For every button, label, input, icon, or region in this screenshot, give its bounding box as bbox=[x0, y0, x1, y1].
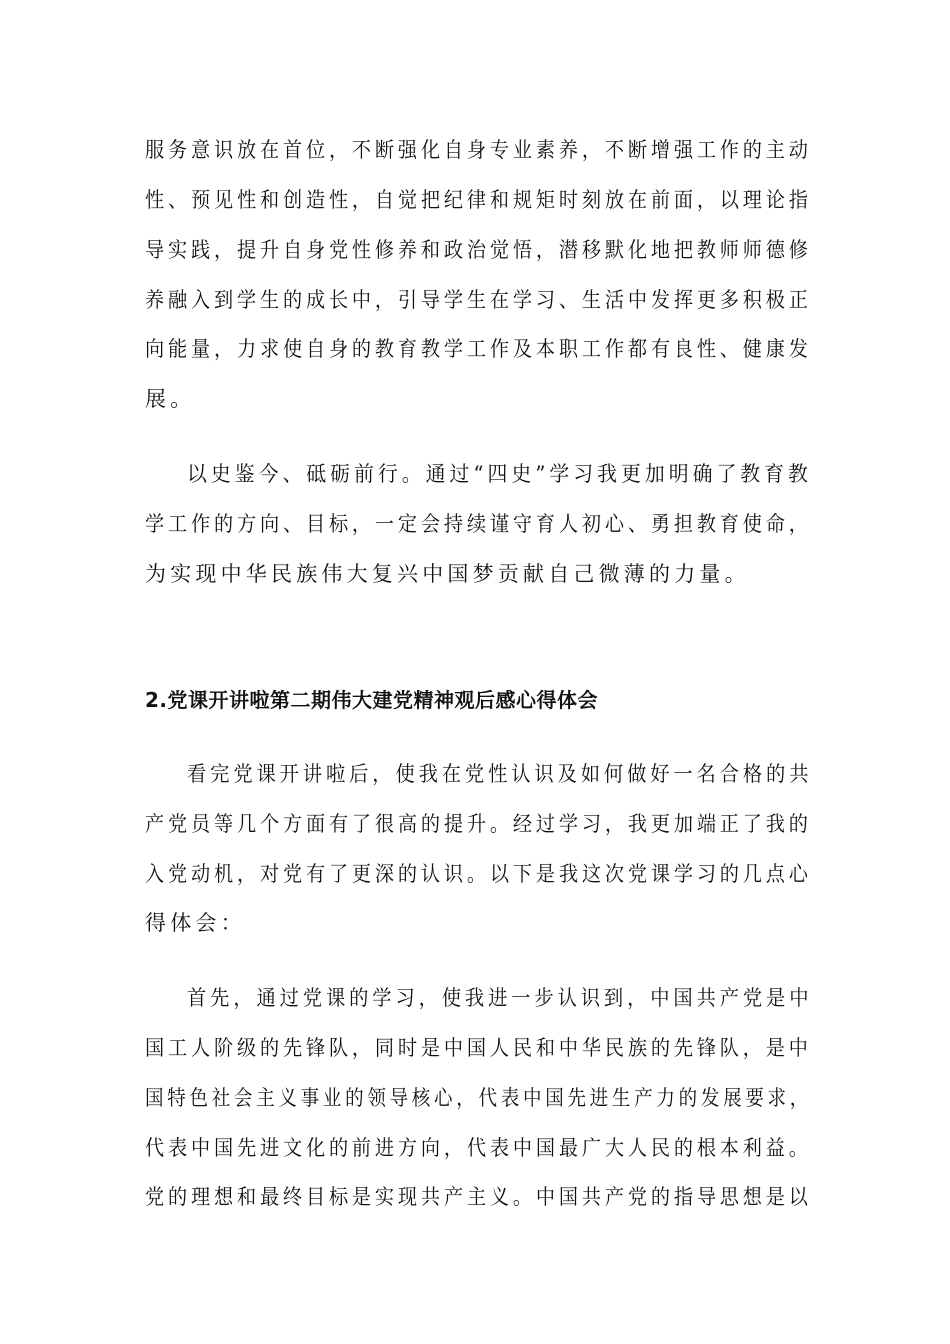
text-line: 看完党课开讲啦后，使我在党性认识及如何做好一名合格的共 bbox=[187, 762, 813, 786]
text-line: 以史鉴今、砥砺前行。通过“四史”学习我更加明确了教育教 bbox=[187, 462, 812, 486]
text-line: 首先，通过党课的学习，使我进一步认识到，中国共产党是中 bbox=[187, 986, 813, 1010]
text-line: 养融入到学生的成长中，引导学生在学习、生活中发挥更多积极正 bbox=[145, 288, 812, 312]
text-line: 国特色社会主义事业的领导核心，代表中国先进生产力的发展要求， bbox=[145, 1086, 813, 1110]
text-line: 学工作的方向、目标，一定会持续谨守育人初心、勇担教育使命， bbox=[145, 512, 812, 536]
text-line: 代表中国先进文化的前进方向，代表中国最广大人民的根本利益。 bbox=[145, 1136, 812, 1160]
section-heading: 2.党课开讲啦第二期伟大建党精神观后感心得体会 bbox=[145, 688, 599, 712]
text-line: 党的理想和最终目标是实现共产主义。中国共产党的指导思想是以 bbox=[145, 1185, 812, 1209]
text-line: 展。 bbox=[145, 387, 196, 411]
text-line: 向能量，力求使自身的教育教学工作及本职工作都有良性、健康发 bbox=[145, 337, 812, 361]
text-line: 服务意识放在首位，不断强化自身专业素养，不断增强工作的主动 bbox=[145, 138, 812, 162]
text-line: 为实现中华民族伟大复兴中国梦贡献自己微薄的力量。 bbox=[145, 562, 750, 586]
text-line: 导实践，提升自身党性修养和政治觉悟，潜移默化地把教师师德修 bbox=[145, 238, 812, 262]
text-line: 国工人阶级的先锋队，同时是中国人民和中华民族的先锋队，是中 bbox=[145, 1036, 812, 1060]
text-line: 产党员等几个方面有了很高的提升。经过学习，我更加端正了我的 bbox=[145, 812, 812, 836]
text-line: 得体会： bbox=[145, 911, 246, 935]
text-line: 入党动机，对党有了更深的认识。以下是我这次党课学习的几点心 bbox=[145, 862, 812, 886]
text-line: 性、预见性和创造性，自觉把纪律和规矩时刻放在前面，以理论指 bbox=[145, 188, 812, 212]
